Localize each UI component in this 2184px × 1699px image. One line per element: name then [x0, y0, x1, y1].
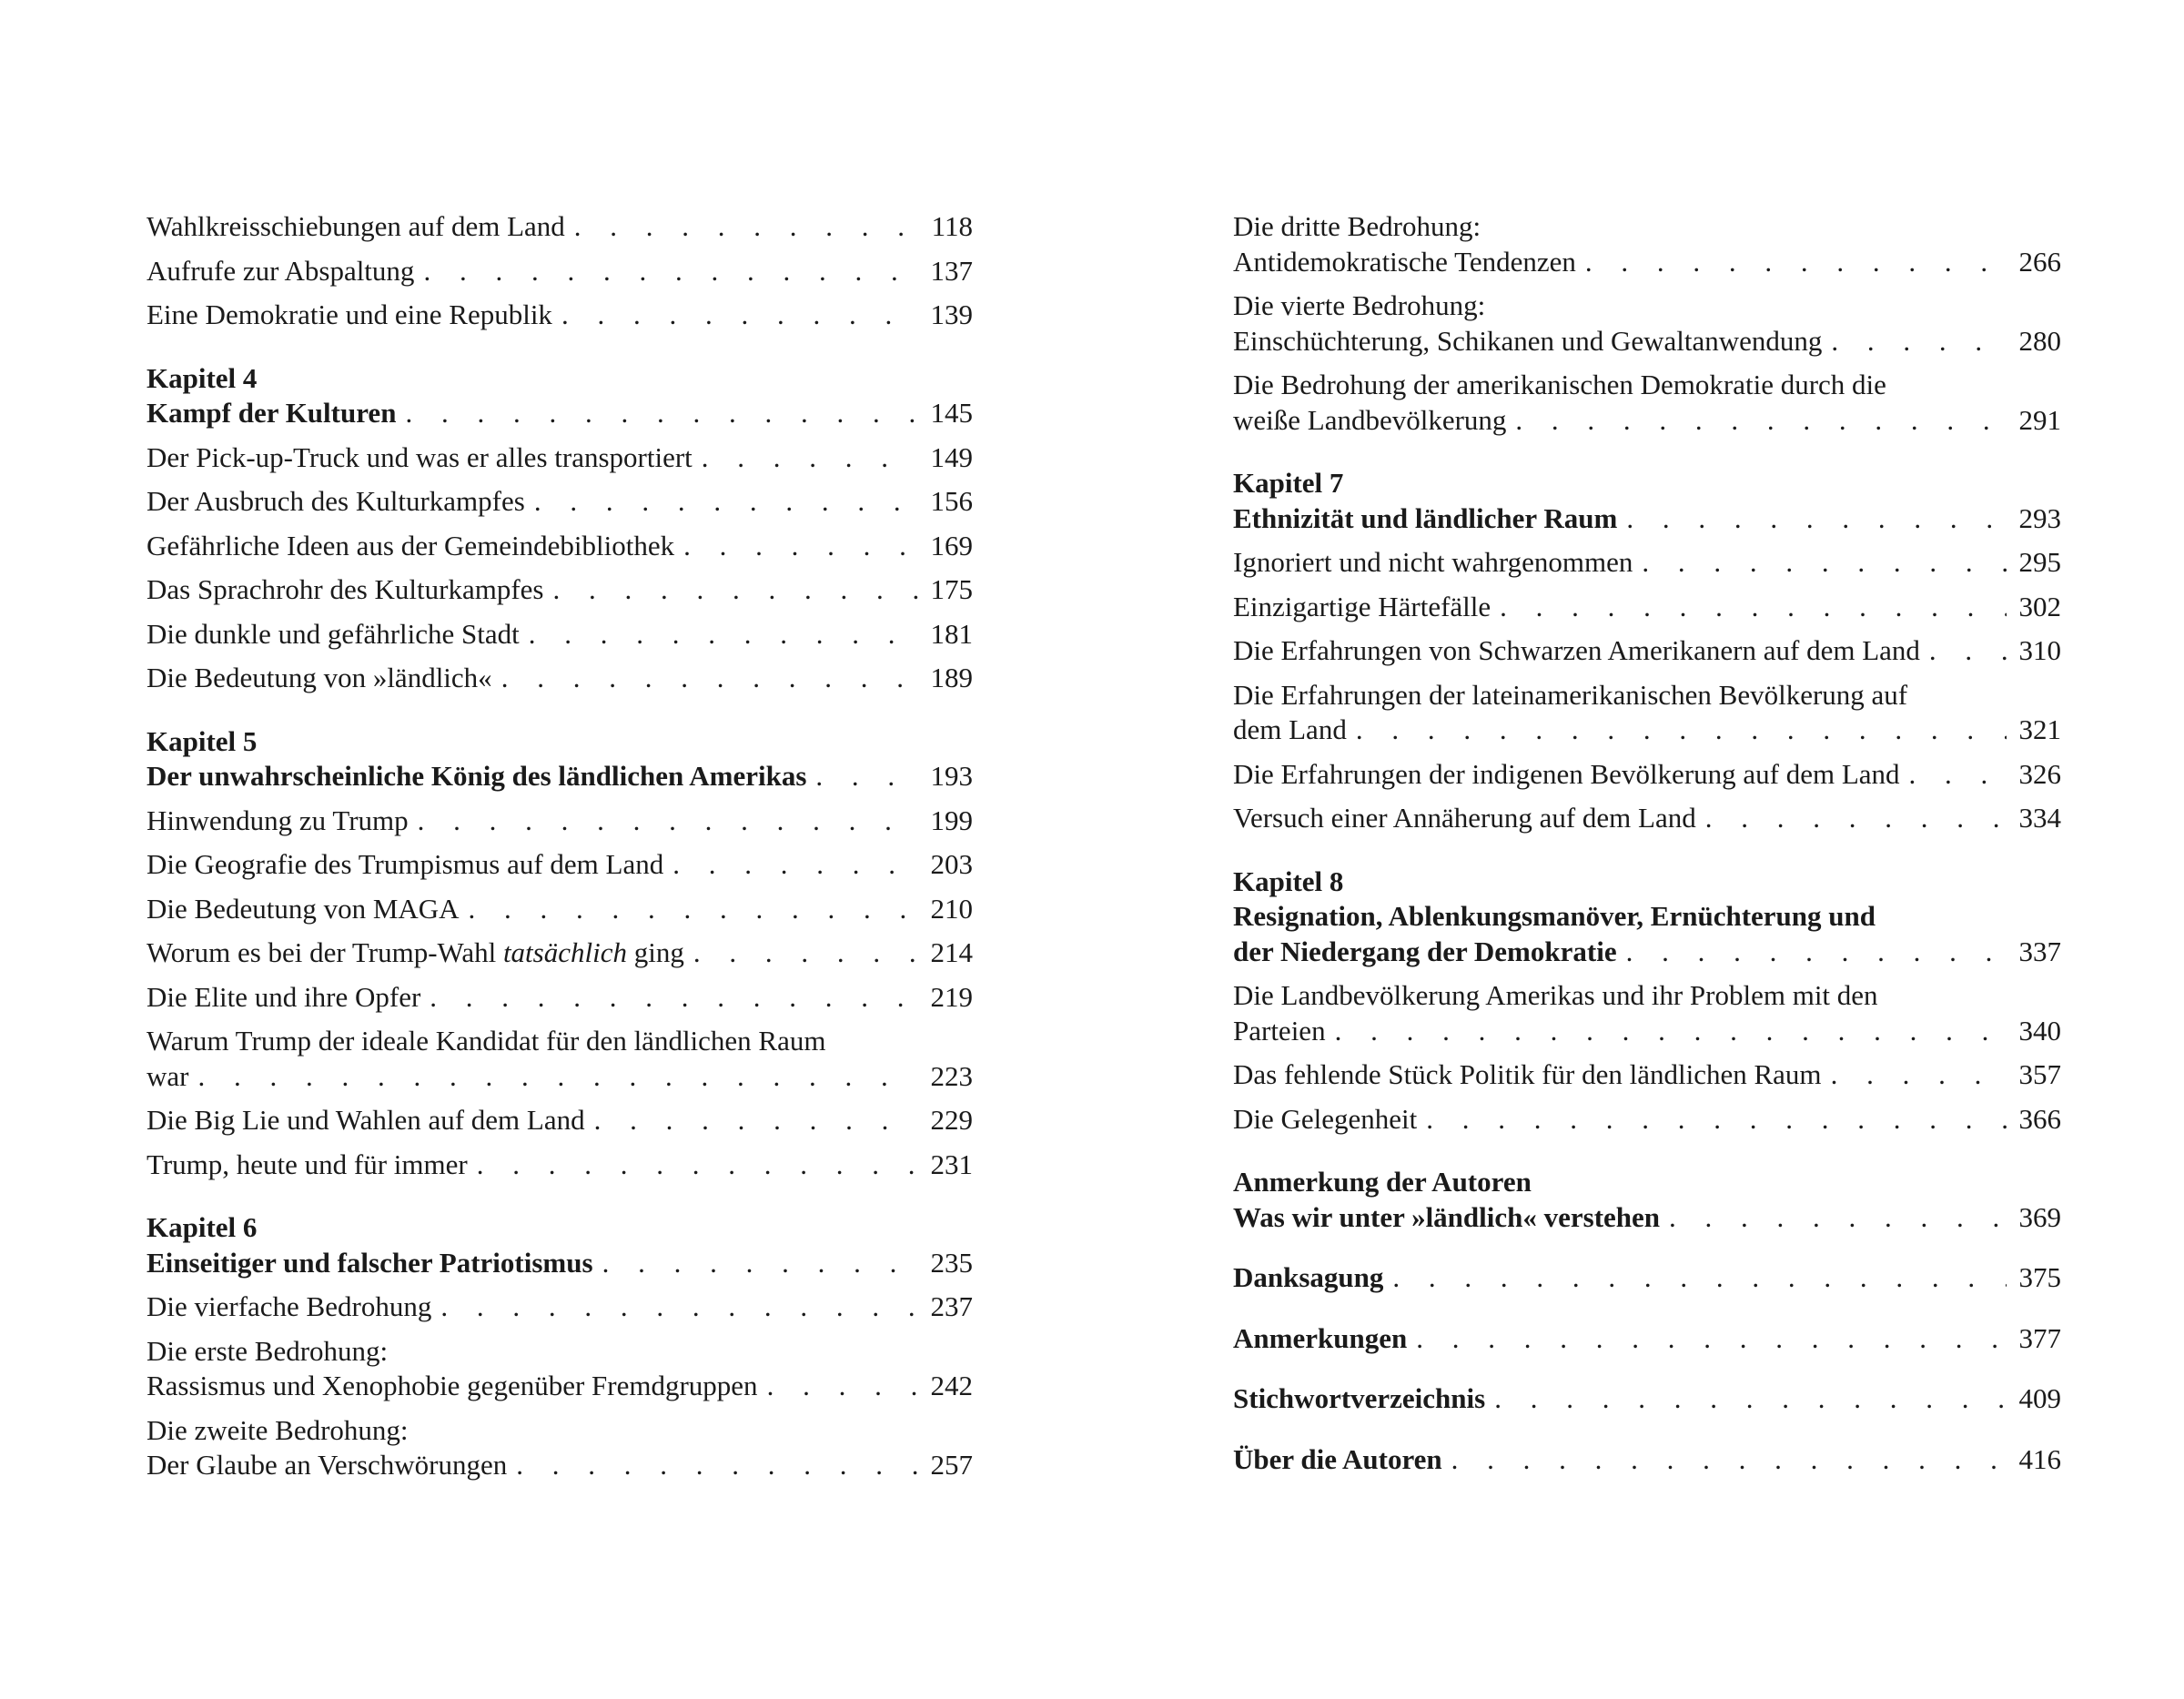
- dot-leader: [683, 529, 918, 564]
- page-number: 145: [930, 397, 973, 429]
- dot-leader: [1515, 403, 2007, 439]
- page-number: 291: [2018, 403, 2061, 436]
- entry-title: Aufrufe zur Abspaltung: [147, 254, 415, 287]
- entry-title: Einzigartige Härtefälle: [1233, 590, 1491, 622]
- page-number: 334: [2018, 802, 2061, 834]
- page-number: 231: [930, 1148, 973, 1180]
- page-number: 219: [930, 980, 973, 1013]
- dot-leader: [552, 572, 918, 608]
- entry-title: Die Bedeutung von »ländlich«: [147, 662, 492, 693]
- entry-row: [147, 759, 973, 794]
- page-number: 266: [2018, 245, 2061, 278]
- entry-title: Die Bedeutung von MAGA: [147, 892, 460, 925]
- entry-title: Einseitiger und falscher Patriotismus: [147, 1246, 593, 1279]
- page-number: 181: [930, 617, 973, 650]
- dot-leader: [1494, 1381, 2007, 1417]
- toc-entry: [147, 1103, 973, 1138]
- toc-entry: [147, 935, 973, 971]
- dot-leader: [1626, 935, 2007, 970]
- entry-title: Rassismus und Xenophobie gegenüber Fremdgruppen: [147, 1370, 758, 1401]
- entry-title: Versuch einer Annäherung auf dem Land: [1233, 802, 1696, 834]
- dot-leader: [1426, 1102, 2007, 1138]
- dot-leader: [594, 1103, 918, 1138]
- dot-leader: [815, 759, 918, 794]
- entry-title: Antidemokratische Tendenzen: [1233, 245, 1576, 278]
- entry-row: [1233, 245, 2061, 280]
- entry-title-line: Die erste Bedrohung:: [147, 1334, 389, 1367]
- entry-row: [147, 298, 973, 333]
- page-number: 169: [930, 529, 973, 561]
- dot-leader: [501, 661, 918, 696]
- entry-title: Wahlkreisschiebungen auf dem Land: [147, 210, 565, 242]
- toc-entry: [147, 1413, 973, 1483]
- page-number: 199: [930, 804, 973, 836]
- entry-title-line: Die vierte Bedrohung:: [1233, 289, 1486, 321]
- dot-leader: [561, 298, 918, 333]
- entry-row: [1233, 1442, 2061, 1478]
- entry-row: [1233, 1014, 2061, 1049]
- dot-leader: [1929, 633, 2007, 669]
- entry-title: Was wir unter »ländlich« verstehen: [1233, 1200, 1661, 1233]
- page-number: 235: [930, 1246, 973, 1279]
- entry-row: [1233, 403, 2061, 439]
- toc-entry: [147, 1148, 973, 1183]
- entry-title-part: ging: [626, 936, 684, 968]
- entry-title: Ignoriert und nicht wahrgenommen: [1233, 546, 1633, 578]
- page-number: 375: [2018, 1261, 2061, 1293]
- entry-row: [147, 1369, 973, 1404]
- entry-row: [1233, 801, 2061, 836]
- toc-entry: [147, 254, 973, 289]
- page-number: 416: [2018, 1442, 2061, 1475]
- toc-entry: [147, 804, 973, 839]
- entry-row: [1233, 935, 2061, 970]
- page-number: 242: [930, 1370, 973, 1401]
- page-number: 293: [2018, 501, 2061, 534]
- entry-title: Der unwahrscheinliche König des ländlichen Amerikas: [147, 760, 807, 792]
- toc-entry: [1233, 1260, 2061, 1296]
- dot-leader: [1356, 713, 2007, 748]
- dot-leader: [405, 396, 918, 431]
- page-number: 118: [931, 210, 973, 242]
- page-number: 214: [930, 936, 973, 968]
- page-number: 295: [2018, 546, 2061, 578]
- page-number: 366: [2018, 1102, 2061, 1135]
- page-number: 223: [930, 1059, 973, 1092]
- entry-title: Das fehlende Stück Politik für den ländlichen Raum: [1233, 1058, 1822, 1090]
- entry-row: [1233, 324, 2061, 359]
- dot-leader: [423, 254, 918, 289]
- page-number: 203: [930, 848, 973, 880]
- entry-row: [1233, 757, 2061, 793]
- toc-entry: [1233, 466, 2061, 536]
- dot-leader: [477, 1148, 918, 1183]
- entry-row: [1233, 545, 2061, 581]
- entry-title: weiße Landbevölkerung: [1233, 403, 1507, 436]
- dot-leader: [1416, 1321, 2007, 1357]
- entry-row: [147, 209, 973, 245]
- entry-title: Der Ausbruch des Kulturkampfes: [147, 485, 525, 517]
- toc-entry: [1233, 757, 2061, 793]
- dot-leader: [702, 440, 918, 476]
- toc-entry: [147, 1334, 973, 1404]
- dot-leader: [529, 617, 918, 652]
- entry-row: [147, 617, 973, 652]
- dot-leader: [1705, 801, 2007, 836]
- entry-title: Gefährliche Ideen aus der Gemeindebibliothek: [147, 529, 675, 561]
- page-number: 156: [930, 485, 973, 517]
- dot-leader: [469, 892, 918, 927]
- page-number: 237: [930, 1290, 973, 1322]
- dot-leader: [197, 1059, 918, 1095]
- dot-leader: [418, 804, 918, 839]
- dot-leader: [430, 980, 918, 1016]
- entry-title: Trump, heute und für immer: [147, 1148, 468, 1180]
- toc-entry: [1233, 801, 2061, 836]
- entry-row: [147, 572, 973, 608]
- toc-entry: [1233, 288, 2061, 359]
- entry-title: Eine Demokratie und eine Republik: [147, 298, 552, 330]
- entry-title: Das Sprachrohr des Kulturkampfes: [147, 573, 544, 605]
- dot-leader: [1585, 245, 2007, 280]
- entry-title: Die Erfahrungen der indigenen Bevölkerung auf dem Land: [1233, 757, 1900, 790]
- toc-entry: [147, 1289, 973, 1325]
- page-number: 369: [2018, 1200, 2061, 1233]
- dot-leader: [1451, 1442, 2007, 1478]
- entry-title: Danksagung: [1233, 1261, 1384, 1293]
- toc-entry: [147, 1024, 973, 1094]
- entry-row: [147, 1246, 973, 1281]
- entry-row: [147, 661, 973, 696]
- entry-title: Stichwortverzeichnis: [1233, 1382, 1486, 1414]
- dot-leader: [1831, 324, 2007, 359]
- toc-entry: [147, 617, 973, 652]
- entry-title: Der Pick-up-Truck und was er alles transportiert: [147, 440, 693, 473]
- dot-leader: [440, 1289, 918, 1325]
- toc-entry: [1233, 678, 2061, 748]
- toc-entry: [147, 980, 973, 1016]
- entry-title-line: Die Landbevölkerung Amerikas und ihr Problem mit den: [1233, 979, 1878, 1011]
- entry-title: Die Erfahrungen von Schwarzen Amerikanern auf dem Land: [1233, 634, 1920, 666]
- toc-entry: [1233, 633, 2061, 669]
- entry-title: [147, 935, 684, 971]
- entry-row: [147, 804, 973, 839]
- entry-row: [1233, 501, 2061, 537]
- dot-leader: [767, 1369, 918, 1404]
- toc-entry: [1233, 1165, 2061, 1235]
- page-number: 337: [2018, 935, 2061, 967]
- page-number: 310: [2018, 634, 2061, 666]
- entry-title: Der Glaube an Verschwörungen: [147, 1449, 508, 1481]
- toc-entry: [147, 724, 973, 794]
- toc-entry: [147, 1210, 973, 1280]
- toc-entry: [1233, 209, 2061, 279]
- dot-leader: [1642, 545, 2007, 581]
- page-number: 280: [2018, 324, 2061, 357]
- page-number: 326: [2018, 757, 2061, 790]
- chapter-label: Kapitel 5: [147, 724, 258, 757]
- entry-title-line: Die Erfahrungen der lateinamerikanischen Bevölkerung auf: [1233, 678, 1908, 711]
- toc-entry: [147, 209, 973, 245]
- entry-title-part: Worum es bei der Trump-Wahl: [147, 936, 503, 968]
- entry-row: [147, 892, 973, 927]
- page-number: 409: [2018, 1382, 2061, 1414]
- chapter-label: Anmerkung der Autoren: [1233, 1166, 1532, 1198]
- entry-row: [147, 254, 973, 289]
- toc-entry: [1233, 1321, 2061, 1357]
- entry-title: Die vierfache Bedrohung: [147, 1290, 432, 1322]
- chapter-label: Kapitel 6: [147, 1211, 258, 1243]
- dot-leader: [693, 935, 918, 971]
- entry-row: [147, 1103, 973, 1138]
- entry-row: [1233, 1381, 2061, 1417]
- entry-row: [1233, 713, 2061, 748]
- page-number: 139: [930, 298, 973, 330]
- entry-row: [147, 1148, 973, 1183]
- entry-row: [1233, 1321, 2061, 1357]
- entry-title: dem Land: [1233, 713, 1347, 745]
- entry-title: Ethnizität und ländlicher Raum: [1233, 501, 1618, 534]
- toc-entry: [147, 361, 973, 431]
- page-number: 210: [930, 892, 973, 925]
- entry-row: [147, 847, 973, 883]
- entry-title: Die dunkle und gefährliche Stadt: [147, 617, 520, 650]
- entry-title-emphasis: tatsächlich: [502, 936, 627, 968]
- entry-row: [1233, 1260, 2061, 1296]
- entry-title-line: Die dritte Bedrohung:: [1233, 210, 1481, 242]
- entry-row: [147, 484, 973, 520]
- toc-entry: [147, 572, 973, 608]
- toc-entry: [147, 484, 973, 520]
- toc-entry: [147, 298, 973, 333]
- toc-entry: [1233, 545, 2061, 581]
- entry-title: Einschüchterung, Schikanen und Gewaltanwendung: [1233, 324, 1823, 357]
- entry-title: Parteien: [1233, 1014, 1326, 1047]
- entry-row: [147, 1059, 973, 1095]
- toc-entry: [1233, 1442, 2061, 1478]
- page-number: 149: [930, 440, 973, 473]
- entry-row: [147, 529, 973, 564]
- entry-title: Hinwendung zu Trump: [147, 804, 409, 836]
- entry-row: [147, 440, 973, 476]
- chapter-label: Kapitel 8: [1233, 865, 1344, 897]
- dot-leader: [672, 847, 918, 883]
- page-number: 189: [930, 662, 973, 693]
- chapter-label: Kapitel 7: [1233, 467, 1344, 499]
- dot-leader: [574, 209, 918, 245]
- dot-leader: [602, 1246, 918, 1281]
- entry-title: Die Elite und ihre Opfer: [147, 980, 421, 1013]
- dot-leader: [1669, 1200, 2007, 1236]
- toc-entry: [1233, 590, 2061, 625]
- toc-entry: [147, 661, 973, 696]
- entry-row: [147, 935, 973, 971]
- dot-leader: [516, 1448, 918, 1483]
- entry-row: [147, 396, 973, 431]
- entry-row: [1233, 1200, 2061, 1236]
- page-number: 257: [930, 1449, 973, 1481]
- entry-title: Über die Autoren: [1233, 1442, 1442, 1475]
- page-number: 229: [930, 1104, 973, 1136]
- dot-leader: [1831, 1057, 2007, 1093]
- toc-entry: [1233, 368, 2061, 438]
- toc-entry: [1233, 1102, 2061, 1138]
- page-number: 175: [930, 573, 973, 605]
- toc-right-column: [1233, 209, 2061, 1486]
- entry-title-line: Warum Trump der ideale Kandidat für den ländlichen Raum: [147, 1025, 826, 1057]
- entry-title: Die Gelegenheit: [1233, 1102, 1418, 1135]
- entry-title-line: Die Bedrohung der amerikanischen Demokratie durch die: [1233, 369, 1886, 400]
- dot-leader: [1909, 757, 2007, 793]
- entry-title: Die Big Lie und Wahlen auf dem Land: [147, 1104, 585, 1136]
- page-number: 193: [930, 760, 973, 792]
- entry-title-line: Die zweite Bedrohung:: [147, 1413, 409, 1446]
- toc-entry: [1233, 978, 2061, 1048]
- entry-row: [147, 1448, 973, 1483]
- toc-entry: [1233, 865, 2061, 970]
- entry-row: [1233, 633, 2061, 669]
- entry-title: Anmerkungen: [1233, 1321, 1408, 1354]
- page-number: 321: [2018, 713, 2061, 745]
- dot-leader: [1392, 1260, 2007, 1296]
- dot-leader: [534, 484, 918, 520]
- page-number: 357: [2018, 1058, 2061, 1090]
- page-number: 302: [2018, 590, 2061, 622]
- page-number: 377: [2018, 1321, 2061, 1354]
- entry-row: [1233, 590, 2061, 625]
- entry-title: Kampf der Kulturen: [147, 397, 397, 429]
- entry-row: [147, 1289, 973, 1325]
- toc-entry: [147, 847, 973, 883]
- entry-title: war: [147, 1059, 189, 1092]
- page-number: 137: [930, 254, 973, 287]
- entry-title-line: Resignation, Ablenkungsmanöver, Ernüchterung und: [1233, 900, 1876, 932]
- entry-row: [1233, 1102, 2061, 1138]
- toc-entry: [1233, 1057, 2061, 1093]
- chapter-label: Kapitel 4: [147, 361, 258, 394]
- toc-entry: [1233, 1381, 2061, 1417]
- entry-row: [147, 980, 973, 1016]
- dot-leader: [1335, 1014, 2007, 1049]
- toc-left-column: [147, 209, 973, 1492]
- dot-leader: [1500, 590, 2007, 625]
- page-number: 340: [2018, 1014, 2061, 1047]
- toc-entry: [147, 892, 973, 927]
- entry-title: Die Geografie des Trumpismus auf dem Land: [147, 848, 664, 880]
- dot-leader: [1626, 501, 2007, 537]
- entry-row: [1233, 1057, 2061, 1093]
- toc-entry: [147, 529, 973, 564]
- toc-entry: [147, 440, 973, 476]
- entry-title: der Niedergang der Demokratie: [1233, 935, 1617, 967]
